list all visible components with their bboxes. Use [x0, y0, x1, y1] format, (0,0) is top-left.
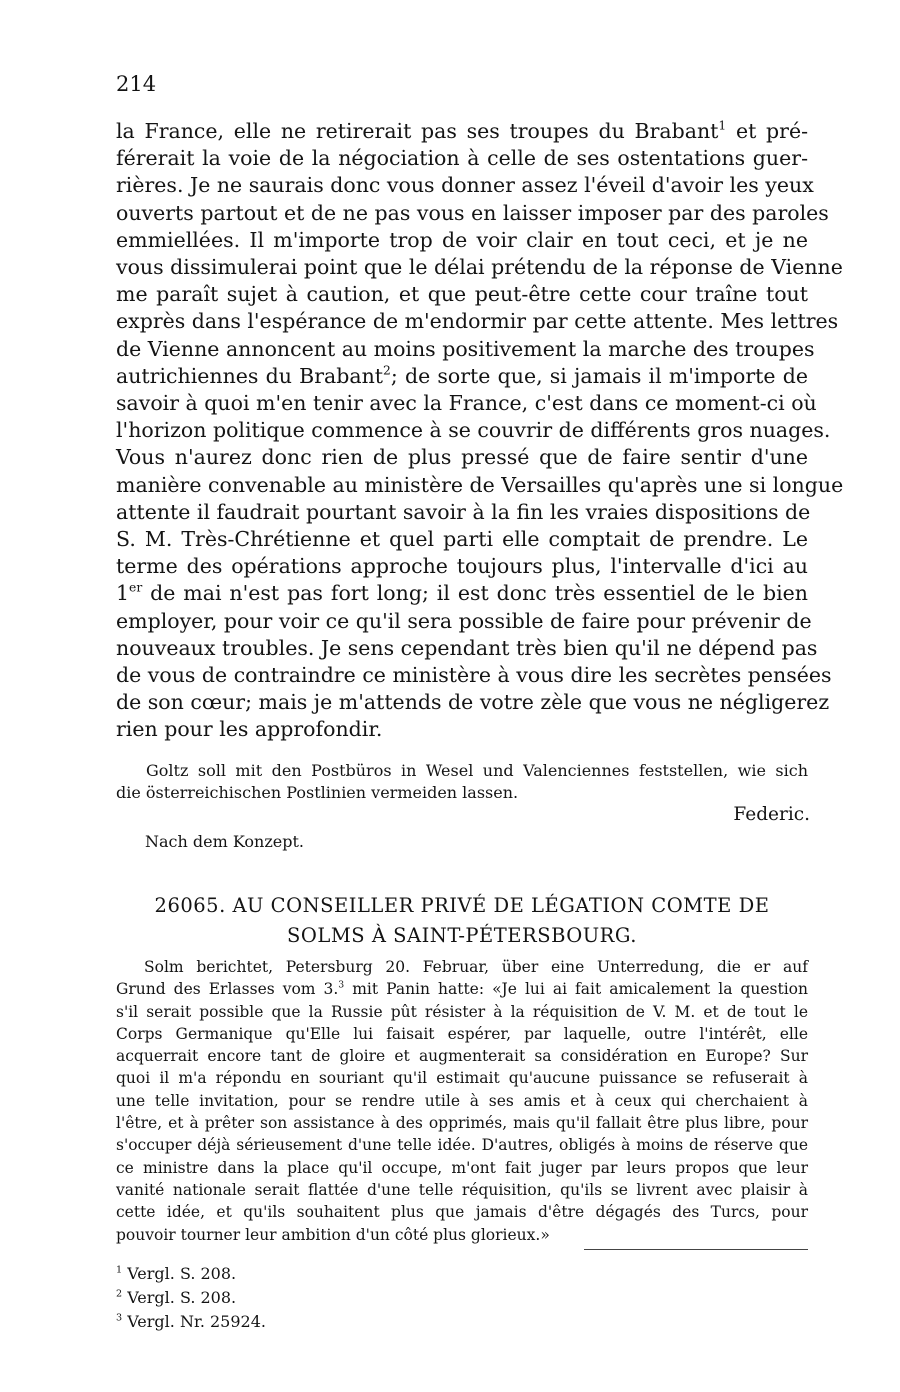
body-line: attente il faudrait pourtant savoir à la fin les vraies dispositions de: [116, 499, 811, 524]
body-line: de vous de contraindre ce ministère à vous dire les secrètes pensées: [116, 663, 832, 688]
body-line: me paraît sujet à caution, et que peut-être cette cour traîne tout: [116, 282, 808, 307]
summary-line: quoi il m'a répondu en souriant qu'il estimait qu'aucune puissance se refuserait à: [116, 1069, 808, 1088]
summary-line: s'il serait possible que la Russie pût résister à la réquisition de V. M. et de tout le: [116, 1002, 808, 1021]
body-line: nouveaux troubles. Je sens cependant très bien qu'il ne dépend pas: [116, 635, 818, 660]
signature: Federic.: [733, 804, 810, 825]
heading-line-2: SOLMS À SAINT-PÉTERSBOURG.: [287, 924, 637, 947]
summary-line: Corps Germanique qu'Elle lui faisait espérer, par laquelle, outre l'intérêt, elle: [116, 1024, 808, 1043]
body-line: de son cœur; mais je m'attends de votre zèle que vous ne négligerez: [116, 690, 830, 715]
ordinal-suffix: er: [129, 580, 143, 595]
footnote: $^3$ Vergl. Nr. 25924.: [116, 1312, 266, 1331]
summary-line: pouvoir tourner leur ambition d'un côté plus glorieux.»: [116, 1225, 550, 1244]
body-line: 1er de mai n'est pas fort long; il est donc très essentiel de le bien: [116, 580, 808, 606]
summary-line: Grund des Erlasses vom 3.$^3$ mit Panin hatte: «Je lui ai fait amicalement la question: [116, 979, 808, 999]
footnote: $^1$ Vergl. S. 208.: [116, 1264, 237, 1283]
heading-line-1: 26065. AU CONSEILLER PRIVÉ DE LÉGATION COMTE DE: [154, 894, 770, 917]
summary-line: ce ministre dans la place qu'il occupe, m'ont fait juger par leurs propos que leur: [116, 1158, 808, 1177]
body-line: autrichiennes du Brabant$^2$; de sorte que, si jamais il m'importe de: [116, 363, 808, 388]
body-line: l'horizon politique commence à se couvrir de différents gros nuages.: [116, 418, 831, 443]
body-line: employer, pour voir ce qu'il sera possible de faire pour prévenir de: [116, 608, 812, 633]
footnotes: [116, 1262, 266, 1334]
body-line: rières. Je ne saurais donc vous donner assez l'éveil d'avoir les yeux: [116, 173, 814, 198]
source-note: Nach dem Konzept.: [145, 832, 304, 851]
body-line: rien pour les approfondir.: [116, 717, 383, 742]
body-line: terme des opérations approche toujours plus, l'intervalle d'ici au: [116, 554, 808, 579]
summary-line: vanité nationale serait flattée d'une telle réquisition, qu'ils se livrent avec plaisir à: [116, 1180, 808, 1199]
body-line: vous dissimulerai point que le délai prétendu de la réponse de Vienne: [116, 255, 843, 280]
footnote-divider: [584, 1249, 808, 1250]
note-line: die österreichischen Postlinien vermeiden lassen.: [116, 783, 519, 802]
footnote-ref-3: 3: [338, 979, 345, 991]
body-line: manière convenable au ministère de Versailles qu'après une si longue: [116, 472, 844, 497]
summary-line: acquerrait encore tant de gloire et augmenterait sa considération en Europe? Sur: [116, 1047, 808, 1066]
body-line: Vous n'aurez donc rien de plus pressé que de faire sentir d'une: [116, 445, 808, 470]
body-line: férerait la voie de la négociation à celle de ses ostentations guer-: [116, 146, 808, 171]
summary-line: s'occuper déjà sérieusement d'une telle idée. D'autres, obligés à moins de réserve que: [116, 1136, 808, 1155]
body-line: S. M. Très-Chrétienne et quel parti elle comptait de prendre. Le: [116, 527, 808, 552]
body-line: de Vienne annoncent au moins positivement la marche des troupes: [116, 336, 815, 361]
body-line: savoir à quoi m'en tenir avec la France, c'est dans ce moment-ci où: [116, 391, 817, 416]
summary-line: l'être, et à prêter son assistance à des opprimés, mais qu'il fallait être plus libre, pour: [116, 1114, 808, 1133]
letter-body: [116, 118, 844, 744]
letter-heading: [116, 891, 808, 951]
body-line: exprès dans l'espérance de m'endormir par cette attente. Mes lettres: [116, 309, 839, 334]
footnote-ref-1: 1: [718, 118, 727, 133]
footnote: $^2$ Vergl. S. 208.: [116, 1288, 237, 1307]
editorial-note: [116, 760, 808, 804]
summary-line: cette idée, et qu'ils souhaitent plus que jamais d'être dégagés des Turcs, pour: [116, 1203, 808, 1222]
summary-line: Solm berichtet, Petersburg 20. Februar, über eine Unterredung, die er auf: [144, 958, 808, 976]
summary-line: une telle invitation, pour se rendre utile à ses amis et à ceux qui cherchaient à: [116, 1091, 808, 1110]
body-line: ouverts partout et de ne pas vous en laisser imposer par des paroles: [116, 200, 829, 225]
footnote-ref-2: 2: [383, 363, 391, 378]
note-line: Goltz soll mit den Postbüros in Wesel und Valenciennes feststellen, wie sich: [146, 761, 808, 780]
body-line: emmiellées. Il m'importe trop de voir clair en tout ceci, et je ne: [116, 227, 808, 252]
page-number: 214: [116, 72, 157, 96]
report-summary: [116, 956, 808, 1246]
body-line: la France, elle ne retirerait pas ses troupes du Brabant$^1$ et pré-: [116, 118, 808, 143]
